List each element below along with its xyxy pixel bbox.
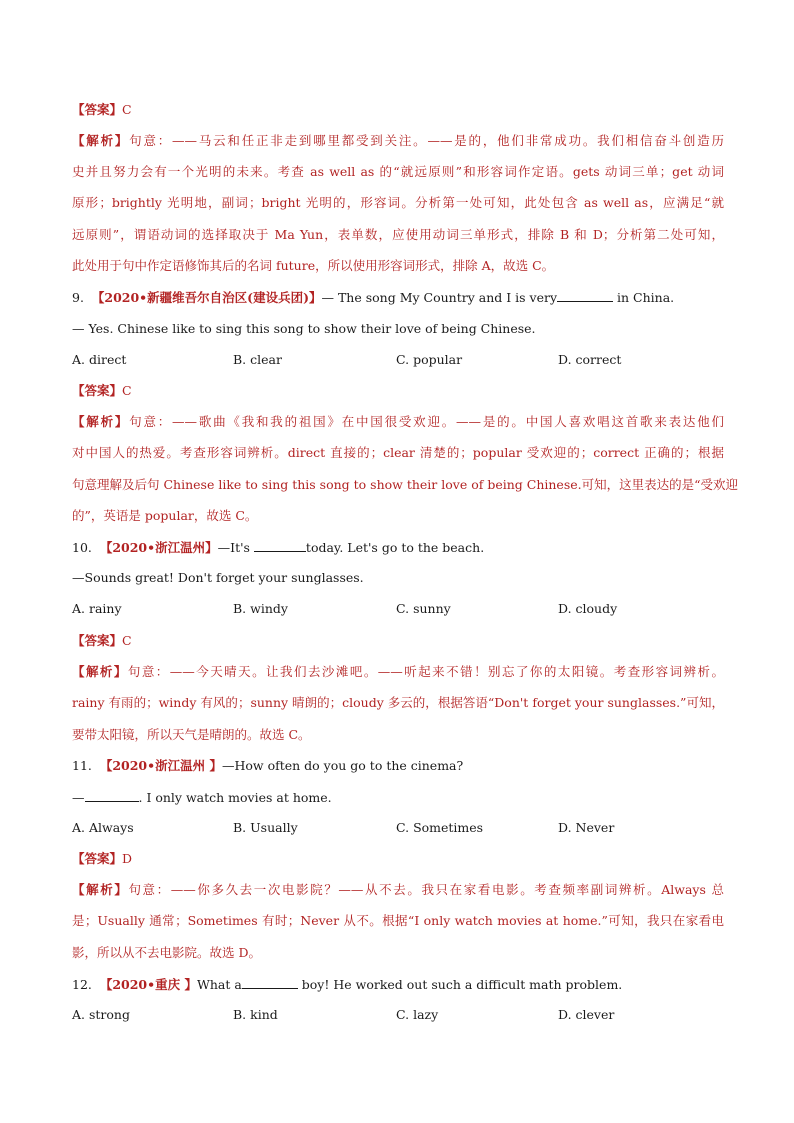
stem-text: — [72,790,85,805]
question-source: 【2020•新疆维吾尔自治区(建设兵团)】 [91,290,322,305]
question-9-reply: — Yes. Chinese like to sing this song to show their love of being Chinese. [72,321,536,336]
question-9-stem [72,289,724,306]
option-d[interactable]: D. correct [558,352,622,367]
option-b[interactable]: B. clear [233,352,282,367]
question-source: 【2020•浙江温州 】 [99,758,222,773]
option-d[interactable]: D. clever [558,1007,615,1022]
stem-text: — The song My Country and I is very [321,290,558,305]
analysis-tag: 【解析】 [72,882,129,897]
analysis-line: 史并且努力会有一个光明的未来。考查 as well as 的“就远原则”和形容词作定语。gets 动词三单；get 动词 [72,164,724,179]
question-12-stem [72,976,724,993]
answer-value: C [122,383,132,398]
analysis-line: 远原则”，谓语动词的选择取决于 Ma Yun，表单数，应使用动词三单形式，排除 B 和 D；分析第二处可知， [72,227,724,242]
analysis-line: rainy 有雨的；windy 有风的；sunny 晴朗的；cloudy 多云的，根据答语“Don't forget your sunglasses.”可知， [72,695,724,710]
answer-value: C [122,102,132,117]
question-10-reply: —Sounds great! Don't forget your sunglasses. [72,570,364,585]
option-a[interactable]: A. strong [72,1007,130,1022]
answer-blank [85,789,139,802]
analysis-line: 此处用于句中作定语修饰其后的名词 future，所以使用形容词形式，排除 A，故选 C。 [72,258,555,273]
answer-value: D [122,851,133,866]
answer-tag: 【答案】 [72,633,123,648]
question-source: 【2020•重庆 】 [99,977,197,992]
analysis-line: 原形；brightly 光明地，副词；bright 光明的，形容词。分析第一处可知，此处包含 as well as，应满足“就 [72,195,724,210]
question-11-stem [72,758,724,774]
option-a[interactable]: A. Always [72,820,134,835]
question-number: 9. [72,290,84,305]
question-number: 10. [72,540,92,555]
analysis-line: 句意理解及后句 Chinese like to sing this song to show their love of being Chinese.可知，这里表达的是“受欢迎 [72,477,738,492]
question-11-reply [72,789,724,806]
analysis-text: 句意：——马云和任正非走到哪里都受到关注。——是的，他们非常成功。我们相信奋斗创造历 [129,133,724,148]
stem-text: boy! He worked out such a difficult math problem. [297,977,623,992]
answer-blank [254,539,306,552]
answer-tag: 【答案】 [72,102,123,117]
option-a[interactable]: A. direct [72,352,127,367]
answer-line [72,383,724,399]
answer-blank [242,976,298,989]
stem-text: —It's [217,540,254,555]
answer-line [72,102,724,118]
analysis-line [72,133,724,149]
option-d[interactable]: D. cloudy [558,601,618,616]
question-number: 12. [72,977,92,992]
option-c[interactable]: C. popular [396,352,463,367]
option-b[interactable]: B. windy [233,601,288,616]
answer-tag: 【答案】 [72,851,123,866]
option-c[interactable]: C. sunny [396,601,451,616]
analysis-line: 要带太阳镜，所以天气是晴朗的。故选 C。 [72,727,311,742]
analysis-line: 对中国人的热爱。考查形容词辨析。direct 直接的；clear 清楚的；popular 受欢迎的；correct 正确的；根据 [72,445,724,460]
question-source: 【2020•浙江温州】 [99,540,218,555]
stem-text: in China. [613,290,675,305]
option-b[interactable]: B. Usually [233,820,298,835]
stem-text: —How often do you go to the cinema? [221,758,464,773]
stem-text: . I only watch movies at home. [138,790,332,805]
answer-value: C [122,633,132,648]
analysis-text: 句意：——你多久去一次电影院？——从不去。我只在家看电影。考查频率副词辨析。Always 总 [128,882,724,897]
answer-line [72,633,724,649]
analysis-tag: 【解析】 [72,414,130,429]
option-c[interactable]: C. lazy [396,1007,439,1022]
analysis-line: 是；Usually 通常；Sometimes 有时；Never 从不。根据“I only watch movies at home.”可知，我只在家看电 [72,913,724,928]
analysis-line [72,882,724,898]
analysis-text: 句意：——今天晴天。让我们去沙滩吧。——听起来不错！别忘了你的太阳镜。考查形容词辨析。 [127,664,724,679]
analysis-line [72,664,724,680]
stem-text: What a [196,977,242,992]
analysis-tag: 【解析】 [72,133,130,148]
option-a[interactable]: A. rainy [72,601,122,616]
analysis-line: 影，所以从不去电影院。故选 D。 [72,945,261,960]
answer-tag: 【答案】 [72,383,123,398]
analysis-line: 的”，英语是 popular，故选 C。 [72,508,258,523]
stem-text: today. Let's go to the beach. [305,540,485,555]
option-c[interactable]: C. Sometimes [396,820,484,835]
question-number: 11. [72,758,92,773]
option-b[interactable]: B. kind [233,1007,278,1022]
answer-line [72,851,724,867]
analysis-tag: 【解析】 [72,664,128,679]
question-10-stem [72,539,724,556]
analysis-text: 句意：——歌曲《我和我的祖国》在中国很受欢迎。——是的。中国人喜欢唱这首歌来表达他们 [129,414,724,429]
answer-blank [557,289,613,302]
analysis-line [72,414,724,430]
option-d[interactable]: D. Never [558,820,615,835]
